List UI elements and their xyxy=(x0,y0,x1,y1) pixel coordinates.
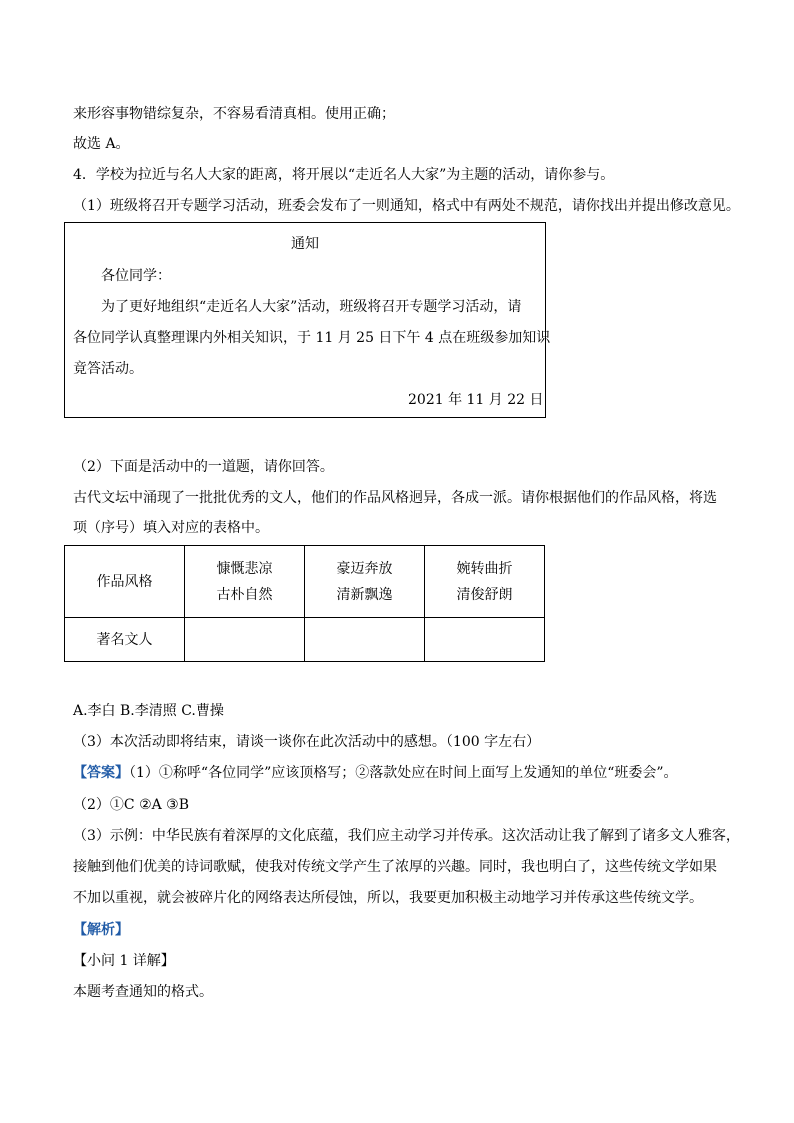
answer-text: （1）①称呼“各位同学”应该顶格写；②落款处应在时间上面写上发通知的单位“班委会”。 xyxy=(129,765,678,781)
answer-line xyxy=(73,763,678,783)
notice-box xyxy=(64,222,551,418)
text-line: 故选 A。 xyxy=(73,136,130,152)
answer-line: （3）示例：中华民族有着深厚的文化底蕴，我们应主动学习并传承。这次活动让我了解到了诸多文人雅客， xyxy=(73,828,740,844)
table-cell xyxy=(425,546,545,618)
options-line: A.李白 B.李清照 C.曹操 xyxy=(73,703,224,719)
table-cell-empty xyxy=(305,618,425,662)
notice-body-line: 各位同学认真整理课内外相关知识，于 11 月 25 日下午 4 点在班级参加知识 xyxy=(73,330,551,346)
notice-body-line: 为了更好地组织“走近名人大家”活动，班级将召开专题学习活动，请 xyxy=(101,299,522,315)
question-4-part-3: （3）本次活动即将结束，请谈一谈你在此次活动中的感想。（100 字左右） xyxy=(73,734,541,750)
table-cell-empty xyxy=(425,618,545,662)
answer-line: （2）①C ②A ③B xyxy=(73,797,190,813)
table-cell xyxy=(185,546,305,618)
answer-tag: 【答案】 xyxy=(73,765,129,781)
question-4-part-1: （1）班级将召开专题学习活动，班委会发布了一则通知，格式中有两处不规范，请你找出并提出修改意见。 xyxy=(73,198,740,214)
text-line: 项（序号）填入对应的表格中。 xyxy=(73,520,269,536)
analysis-tag: 【解析】 xyxy=(73,922,129,938)
style-label: 清新飘逸 xyxy=(336,586,393,603)
style-label: 清俊舒朗 xyxy=(456,586,513,603)
answer-line: 不加以重视，就会被碎片化的网络表达所侵蚀，所以，我要更加积极主动地学习并传承这些传统文学。 xyxy=(73,890,703,906)
notice-title: 通知 xyxy=(291,236,319,252)
style-label: 婉转曲折 xyxy=(456,560,513,577)
notice-body-line: 竟答活动。 xyxy=(73,361,143,377)
table-cell: 著名文人 xyxy=(65,618,185,662)
table-row xyxy=(65,546,545,618)
text-line: 古代文坛中涌现了一批批优秀的文人，他们的作品风格迥异，各成一派。请你根据他们的作品风格，将选 xyxy=(73,490,717,506)
table-cell-empty xyxy=(185,618,305,662)
style-table xyxy=(64,545,545,662)
question-4-part-2: （2）下面是活动中的一道题，请你回答。 xyxy=(73,459,334,475)
text-line: 来形容事物错综复杂，不容易看清真相。使用正确； xyxy=(73,106,395,122)
notice-date: 2021 年 11 月 22 日 xyxy=(408,392,544,408)
style-label: 慷慨悲凉 xyxy=(216,560,273,577)
table-cell: 作品风格 xyxy=(65,546,185,618)
question-4: 4．学校为拉近与名人大家的距离，将开展以“走近名人大家”为主题的活动，请你参与。 xyxy=(73,167,615,183)
notice-salutation: 各位同学： xyxy=(101,268,171,284)
text-line: 本题考查通知的格式。 xyxy=(73,984,213,1000)
style-label: 古朴自然 xyxy=(216,586,273,603)
style-label: 豪迈奔放 xyxy=(336,560,393,577)
answer-line: 接触到他们优美的诗词歌赋，使我对传统文学产生了浓厚的兴趣。同时，我也明白了，这些传统文学如果 xyxy=(73,859,717,875)
table-cell xyxy=(305,546,425,618)
sub-question-heading: 【小问 1 详解】 xyxy=(73,953,175,969)
table-row xyxy=(65,618,545,662)
